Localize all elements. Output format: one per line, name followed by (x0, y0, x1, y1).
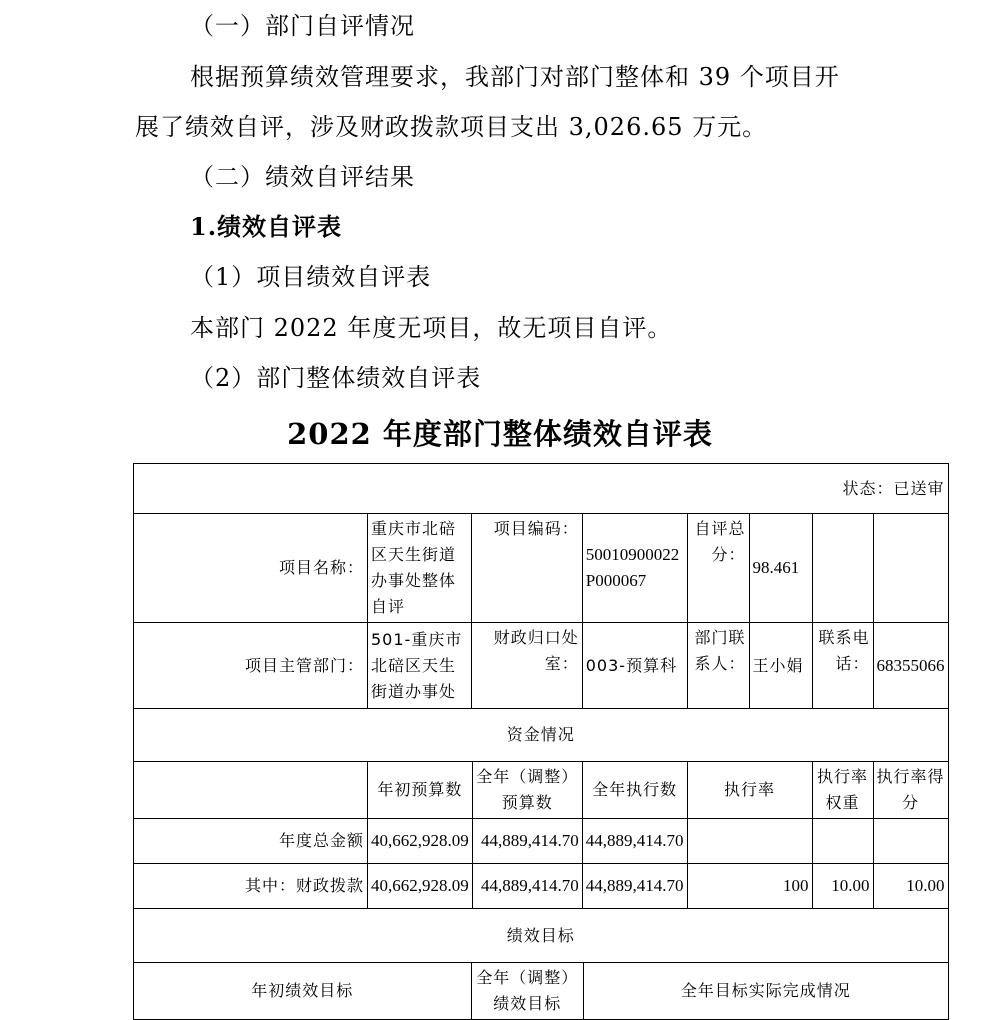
body-text-no-project: 本部门 2022 年度无项目，故无项目自评。 (190, 314, 673, 342)
row-total-executed: 44,889,414.70 (582, 819, 687, 864)
phone-label: 联系电话： (812, 623, 873, 709)
col-goal-actual: 全年目标实际完成情况 (583, 963, 948, 1020)
empty-cell (812, 514, 873, 623)
row-fiscal-label: 其中：财政拨款 (134, 864, 368, 909)
empty-cell (812, 819, 873, 864)
section-heading-results: （二）绩效自评结果 (190, 163, 415, 191)
project-name-label: 项目名称： (134, 514, 368, 623)
score-label: 自评总分： (687, 514, 749, 623)
project-code-value: 50010900022P000067 (582, 514, 687, 623)
dept-label: 项目主管部门： (134, 623, 368, 709)
project-name-value: 重庆市北碚区天生街道办事处整体自评 (368, 514, 472, 623)
dept-value: 501-重庆市北碚区天生街道办事处 (368, 623, 472, 709)
contact-value: 王小娟 (749, 623, 812, 709)
table-title: 2022 年度部门整体绩效自评表 (287, 417, 713, 451)
empty-cell (873, 514, 948, 623)
col-adjusted-budget: 全年（调整）预算数 (472, 762, 582, 819)
finance-value: 003-预算科 (582, 623, 687, 709)
phone-value: 68355066 (873, 623, 948, 709)
body-text-line-2: 展了绩效自评，涉及财政拨款项目支出 3,026.65 万元。 (135, 113, 768, 141)
empty-cell (134, 762, 368, 819)
row-fiscal-executed: 44,889,414.70 (582, 864, 687, 909)
row-fiscal-score: 10.00 (873, 864, 948, 909)
col-executed: 全年执行数 (582, 762, 687, 819)
subheading-project-eval: （1）项目绩效自评表 (190, 263, 432, 291)
subheading-dept-eval: （2）部门整体绩效自评表 (190, 364, 482, 392)
row-total-initial: 40,662,928.09 (368, 819, 473, 864)
row-total-adjusted: 44,889,414.70 (472, 819, 582, 864)
empty-cell (687, 819, 812, 864)
dept-eval-table (133, 463, 949, 1020)
col-rate-weight: 执行率权重 (812, 762, 873, 819)
row-total-label: 年度总金额 (134, 819, 368, 864)
score-value: 98.461 (749, 514, 812, 623)
subheading-self-eval-table: 1.绩效自评表 (190, 212, 343, 241)
row-fiscal-weight: 10.00 (812, 864, 873, 909)
row-fiscal-initial: 40,662,928.09 (368, 864, 473, 909)
contact-label: 部门联系人： (687, 623, 749, 709)
col-initial-budget: 年初预算数 (368, 762, 473, 819)
empty-cell (873, 819, 948, 864)
project-code-label: 项目编码： (471, 514, 582, 623)
section-heading-self-eval: （一）部门自评情况 (190, 12, 415, 40)
funds-section-header: 资金情况 (134, 709, 949, 762)
col-exec-rate: 执行率 (687, 762, 812, 819)
col-goal-adjusted: 全年（调整）绩效目标 (471, 963, 583, 1020)
goals-section-header: 绩效目标 (134, 909, 949, 963)
status-cell: 状态：已送审 (134, 464, 949, 514)
body-text-line-1: 根据预算绩效管理要求，我部门对部门整体和 39 个项目开 (190, 63, 840, 91)
row-fiscal-adjusted: 44,889,414.70 (472, 864, 582, 909)
col-goal-initial: 年初绩效目标 (134, 963, 472, 1020)
col-rate-score: 执行率得分 (873, 762, 948, 819)
row-fiscal-rate: 100 (687, 864, 812, 909)
finance-label: 财政归口处室： (471, 623, 582, 709)
